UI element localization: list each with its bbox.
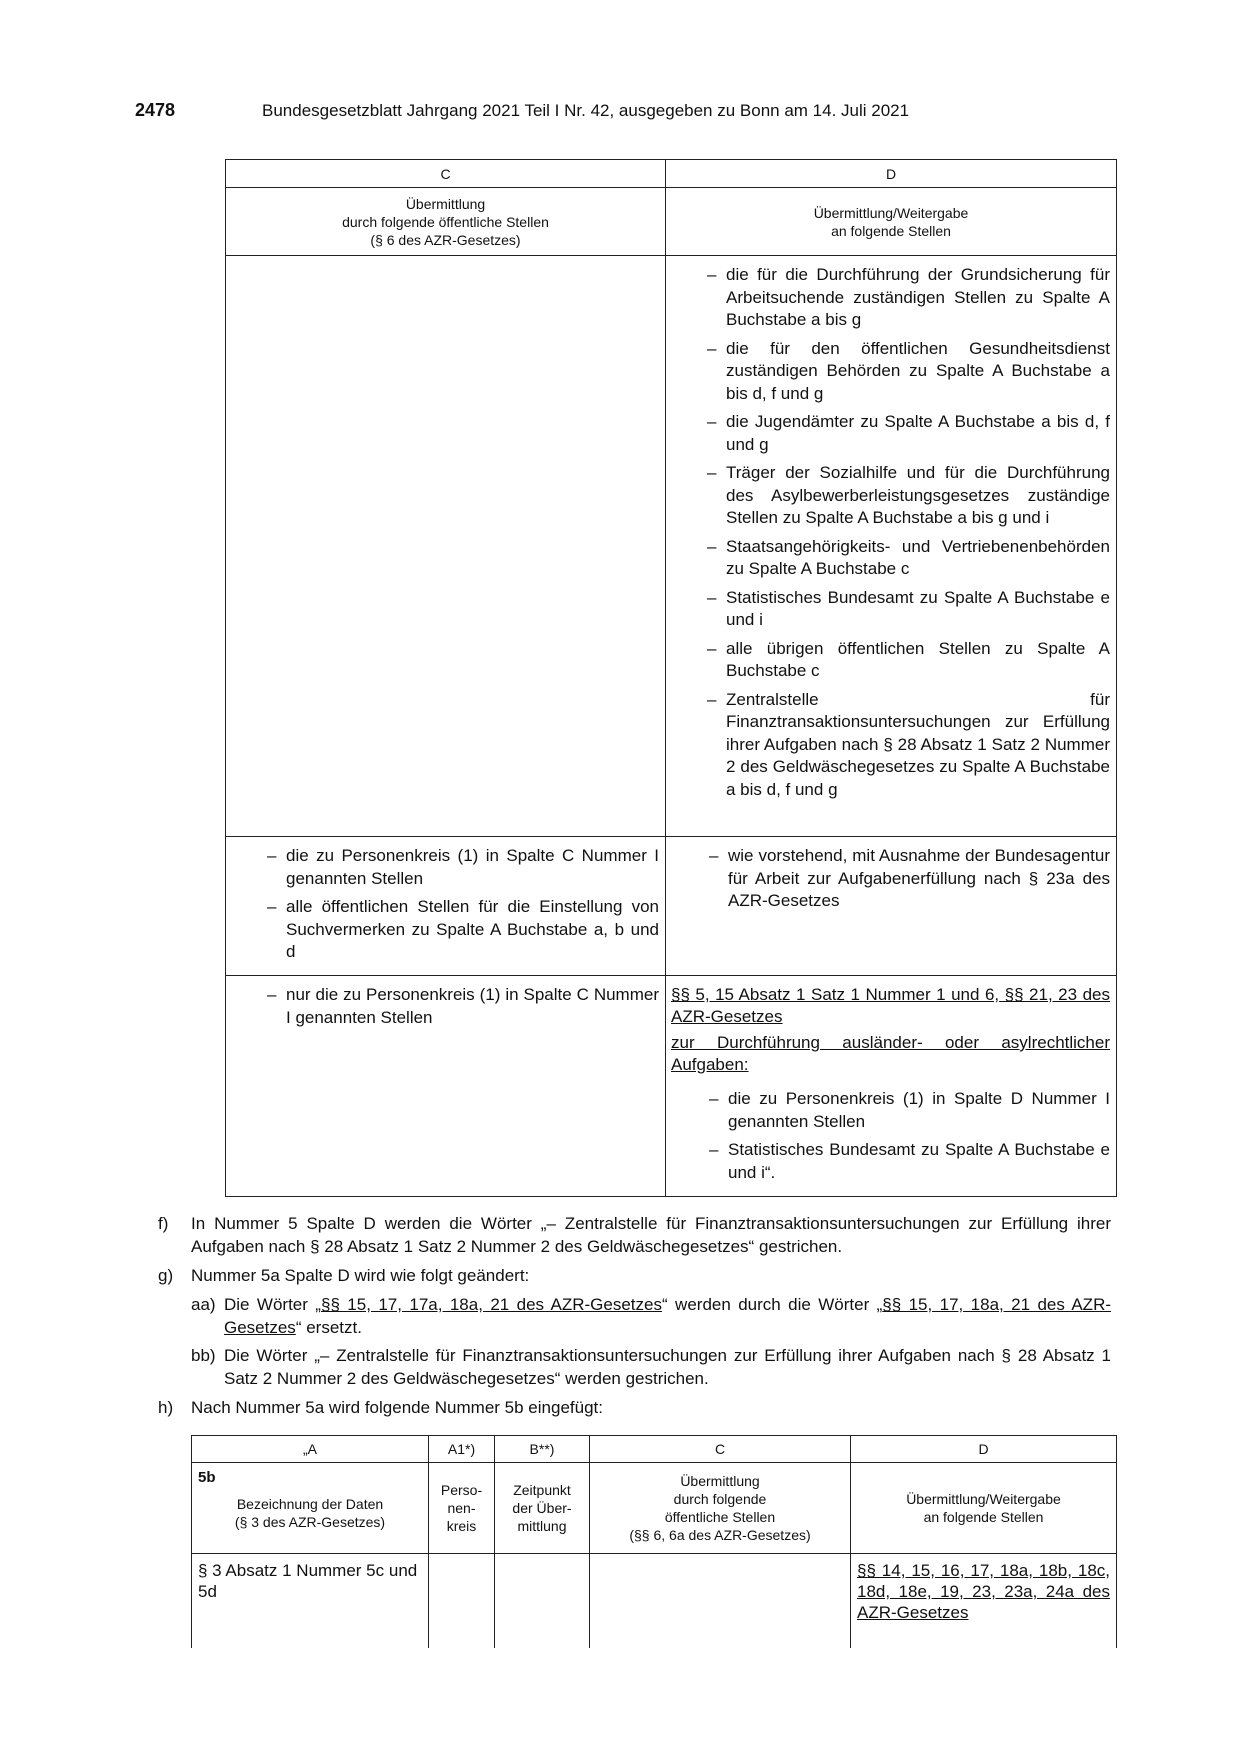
- purpose-clause: zur Durchführung ausländer- oder asylrechtlicher Aufgaben:: [671, 1033, 1110, 1074]
- list-item: – Träger der Sozialhilfe und für die Durchführung des Asylbewerberleistungsgesetzes zuständige Stellen zu Spalte A Buchstabe a bis g und i: [726, 462, 1110, 530]
- column-d-letter: D: [666, 160, 1117, 188]
- list-item: – die für den öffentlichen Gesundheitsdienst zuständigen Behörden zu Spalte A Buchstabe a bis d, f und g: [726, 338, 1110, 406]
- column-d-header: Übermittlung/Weitergabe an folgende Stellen: [851, 1463, 1117, 1554]
- column-a-letter: „A: [192, 1436, 429, 1463]
- list-item: – Statistisches Bundesamt zu Spalte A Buchstabe e und i: [726, 587, 1110, 632]
- page-header: [135, 100, 910, 121]
- list-item: – die zu Personenkreis (1) in Spalte D Nummer I genannten Stellen: [728, 1088, 1110, 1133]
- subitem-label: bb): [191, 1346, 216, 1365]
- list-item: – die Jugendämter zu Spalte A Buchstabe a bis d, f und g: [726, 411, 1110, 456]
- amendment-subitem-aa: aa) Die Wörter „§§ 15, 17, 17a, 18a, 21 des AZR-Gesetzes“ werden durch die Wörter „§§ 15, 17, 18a, 21 des AZR-Gesetzes“ ersetzt.: [191, 1295, 1112, 1337]
- item-label: f): [158, 1214, 169, 1233]
- column-c-header: Übermittlung durch folgende öffentliche Stellen (§ 6 des AZR-Gesetzes): [226, 188, 666, 256]
- gazette-title: Bundesgesetzblatt Jahrgang 2021 Teil I Nr. 42, ausgegeben zu Bonn am 14. Juli 2021: [262, 101, 910, 120]
- row-column-c: [590, 1554, 851, 1649]
- list-item: – alle öffentlichen Stellen für die Einstellung von Suchvermerken zu Spalte A Buchstabe a, b und d: [286, 896, 659, 964]
- column-d-letter: D: [851, 1436, 1117, 1463]
- row1-column-d: [666, 256, 1117, 837]
- new-number-5b-table: [191, 1435, 1117, 1648]
- legal-reference: §§ 5, 15 Absatz 1 Satz 1 Nummer 1 und 6, §§ 21, 23 des AZR-Gesetzes: [671, 985, 1110, 1026]
- legal-reference: §§ 14, 15, 16, 17, 18a, 18b, 18c, 18d, 18e, 19, 23, 23a, 24a des AZR-Gesetzes: [857, 1561, 1110, 1622]
- amendment-table-continued: [225, 159, 1117, 1197]
- subitem-label: aa): [191, 1295, 216, 1314]
- amendment-subitem-bb: [191, 1345, 1111, 1390]
- list-item: – Zentralstelle für Finanztransaktionsuntersuchungen zur Erfüllung ihrer Aufgaben nach § 28 Absatz 1 Satz 2 Nummer 2 des Geldwäschegesetzes zu Spalte A Buchstabe a bis d, f und g: [726, 689, 1110, 802]
- column-b-letter: B**): [495, 1436, 590, 1463]
- list-item: – nur die zu Personenkreis (1) in Spalte C Nummer I genannten Stellen: [286, 984, 659, 1029]
- row-column-a: § 3 Absatz 1 Nummer 5c und 5d: [192, 1554, 429, 1649]
- column-c-letter: C: [226, 160, 666, 188]
- column-a1-letter: A1*): [429, 1436, 495, 1463]
- list-item: – wie vorstehend, mit Ausnahme der Bundesagentur für Arbeit zur Aufgabenerfüllung nach § 23a des AZR-Gesetzes: [728, 845, 1110, 913]
- item-text: Nach Nummer 5a wird folgende Nummer 5b eingefügt:: [191, 1398, 603, 1417]
- subitem-text: Die Wörter „– Zentralstelle für Finanztransaktionsuntersuchungen zur Erfüllung ihrer Aufgaben nach § 28 Absatz 1 Satz 2 Nummer 2 des Geldwäschegesetzes“ werden gestrichen.: [224, 1346, 1111, 1388]
- list-item: – Statistisches Bundesamt zu Spalte A Buchstabe e und i“.: [728, 1139, 1110, 1184]
- row2-column-d: [666, 837, 1117, 976]
- list-item: – alle übrigen öffentlichen Stellen zu Spalte A Buchstabe c: [726, 638, 1110, 683]
- amendment-item-h: [158, 1397, 1111, 1420]
- item-label: g): [158, 1266, 174, 1285]
- row3-column-d: [666, 976, 1117, 1197]
- row3-column-c: [226, 976, 666, 1197]
- amendment-item-f: [158, 1213, 1111, 1258]
- page-number: 2478: [135, 100, 176, 120]
- entry-number: 5b: [198, 1469, 216, 1486]
- item-text: Nummer 5a Spalte D wird wie folgt geändert:: [191, 1266, 530, 1285]
- column-b-header: Zeitpunkt der Über- mittlung: [495, 1463, 590, 1554]
- new-reference: §§ 15, 17, 18a, 21 des AZR-Gesetzes: [224, 1295, 1112, 1337]
- amendment-item-g: [158, 1265, 1111, 1288]
- column-c-letter: C: [590, 1436, 851, 1463]
- list-item: – die zu Personenkreis (1) in Spalte C Nummer I genannten Stellen: [286, 845, 659, 890]
- row2-column-c: [226, 837, 666, 976]
- row-column-b: [495, 1554, 590, 1649]
- column-d-header: Übermittlung/Weitergabe an folgende Stellen: [666, 188, 1117, 256]
- list-item: – die für die Durchführung der Grundsicherung für Arbeitsuchende zuständigen Stellen zu Spalte A Buchstabe a bis g: [726, 264, 1110, 332]
- item-text: In Nummer 5 Spalte D werden die Wörter „– Zentralstelle für Finanztransaktionsuntersuchungen zur Erfüllung ihrer Aufgaben nach § 28 Absatz 1 Satz 2 Nummer 2 des Geldwäschegesetzes“ gestrichen.: [191, 1214, 1111, 1256]
- column-a1-header: Perso- nen- kreis: [429, 1463, 495, 1554]
- item-label: h): [158, 1398, 174, 1417]
- list-item: – Staatsangehörigkeits- und Vertriebenenbehörden zu Spalte A Buchstabe c: [726, 536, 1110, 581]
- row-column-d: [851, 1554, 1117, 1649]
- column-a-header: 5b Bezeichnung der Daten (§ 3 des AZR-Gesetzes): [192, 1463, 429, 1554]
- row1-column-c: [226, 256, 666, 837]
- column-c-header: Übermittlung durch folgende öffentliche Stellen (§§ 6, 6a des AZR-Gesetzes): [590, 1463, 851, 1554]
- old-reference: §§ 15, 17, 17a, 18a, 21 des AZR-Gesetzes: [320, 1295, 662, 1314]
- row-column-a1: [429, 1554, 495, 1649]
